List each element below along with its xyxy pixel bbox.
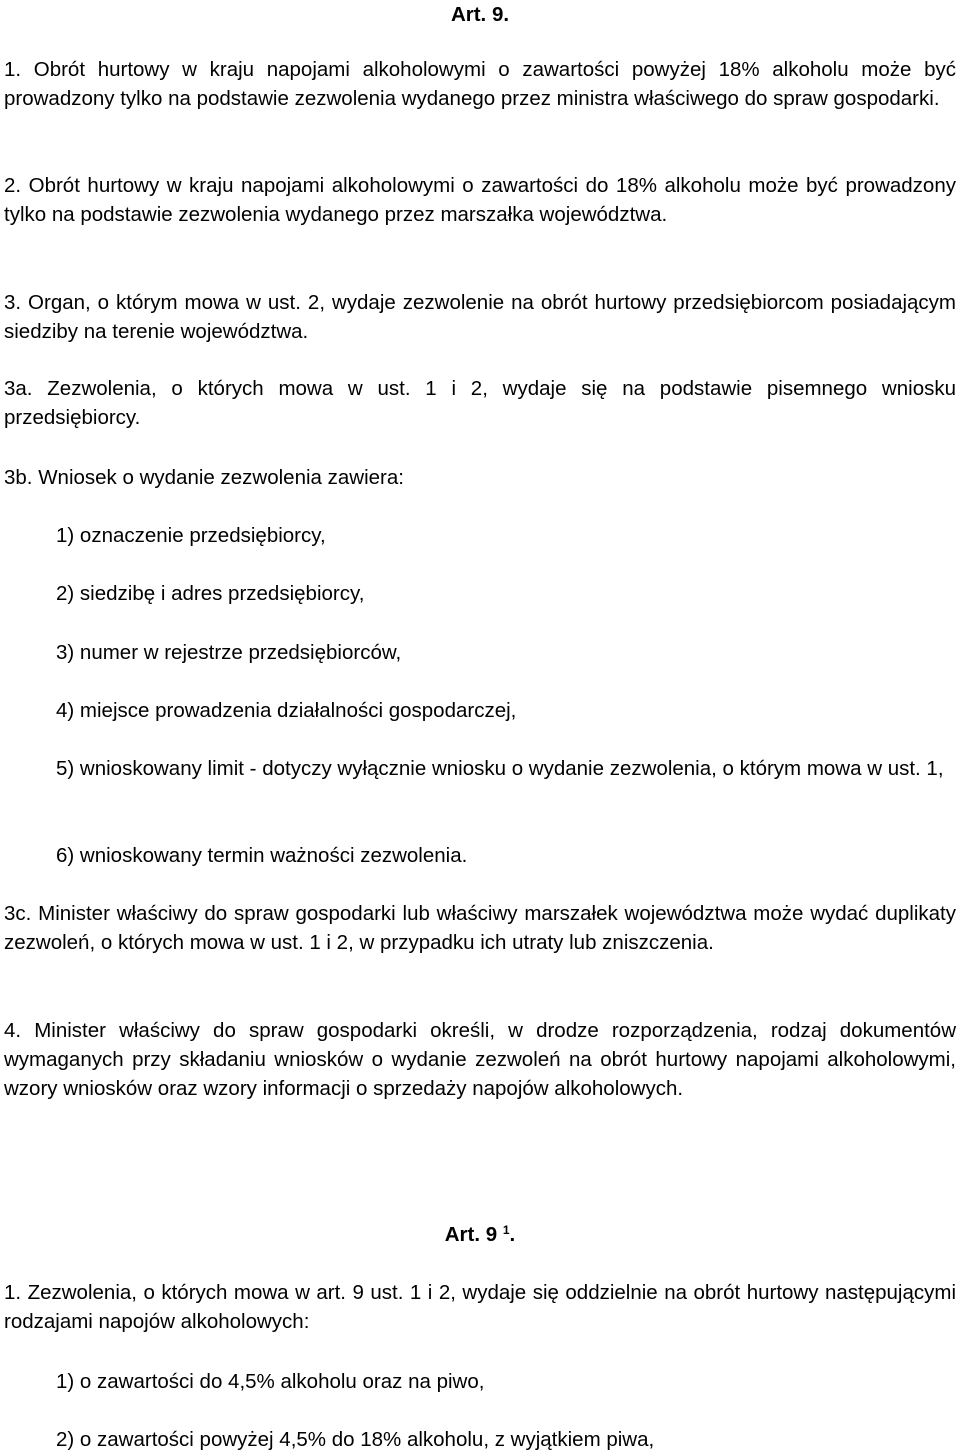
- art9-1-para-1: 1. Zezwolenia, o których mowa w art. 9 ust. 1 i 2, wydaje się oddzielnie na obrót hurtowy następującymi rodzajami napojów alkoholowych:: [4, 1281, 956, 1333]
- art9-3b-item-2: 2) siedzibę i adres przedsiębiorcy,: [56, 582, 365, 605]
- art9-3b-item-4: 4) miejsce prowadzenia działalności gospodarczej,: [56, 699, 517, 722]
- art9-para-3: 3. Organ, o którym mowa w ust. 2, wydaje zezwolenie na obrót hurtowy przedsiębiorcom posiadającym siedziby na terenie województwa.: [4, 291, 956, 343]
- art9-para-4: 4. Minister właściwy do spraw gospodarki określi, w drodze rozporządzenia, rodzaj dokumentów wymaganych przy składaniu wniosków o wydanie zezwoleń na obrót hurtowy napojami alkoholowymi, wzory wniosków oraz wzory informacji o sprzedaży napojów alkoholowych.: [4, 1019, 956, 1100]
- art9-3b-item-3: 3) numer w rejestrze przedsiębiorców,: [56, 641, 402, 664]
- article-9-1-title-end: .: [509, 1223, 516, 1246]
- article-9-title: Art. 9.: [450, 3, 510, 26]
- art9-3b-item-6: 6) wnioskowany termin ważności zezwolenia.: [56, 844, 468, 867]
- article-9-1-title-main: Art. 9: [444, 1223, 498, 1246]
- art9-1-item-2: 2) o zawartości powyżej 4,5% do 18% alkoholu, z wyjątkiem piwa,: [56, 1428, 655, 1451]
- art9-para-3c: 3c. Minister właściwy do spraw gospodarki lub właściwy marszałek województwa może wydać duplikaty zezwoleń, o których mowa w ust. 1 i 2, w przypadku ich utraty lub zniszczenia.: [4, 902, 956, 954]
- art9-para-2: 2. Obrót hurtowy w kraju napojami alkoholowymi o zawartości do 18% alkoholu może być prowadzony tylko na podstawie zezwolenia wydanego przez marszałka województwa.: [4, 174, 956, 226]
- art9-para-3b: 3b. Wniosek o wydanie zezwolenia zawiera:: [4, 466, 404, 489]
- art9-3b-item-1: 1) oznaczenie przedsiębiorcy,: [56, 524, 326, 547]
- art9-para-3a: 3a. Zezwolenia, o których mowa w ust. 1 i 2, wydaje się na podstawie pisemnego wniosku przedsiębiorcy.: [4, 377, 956, 429]
- art9-3b-item-5: 5) wnioskowany limit - dotyczy wyłącznie wniosku o wydanie zezwolenia, o którym mowa w ust. 1,: [56, 757, 944, 780]
- article-9-1-title: [0, 1220, 960, 1249]
- article-9-1-title-superscript: 1: [502, 1223, 510, 1237]
- art9-para-1: 1. Obrót hurtowy w kraju napojami alkoholowymi o zawartości powyżej 18% alkoholu może być prowadzony tylko na podstawie zezwolenia wydanego przez ministra właściwego do spraw gospodarki.: [4, 58, 956, 110]
- art9-1-item-1: 1) o zawartości do 4,5% alkoholu oraz na piwo,: [56, 1370, 485, 1393]
